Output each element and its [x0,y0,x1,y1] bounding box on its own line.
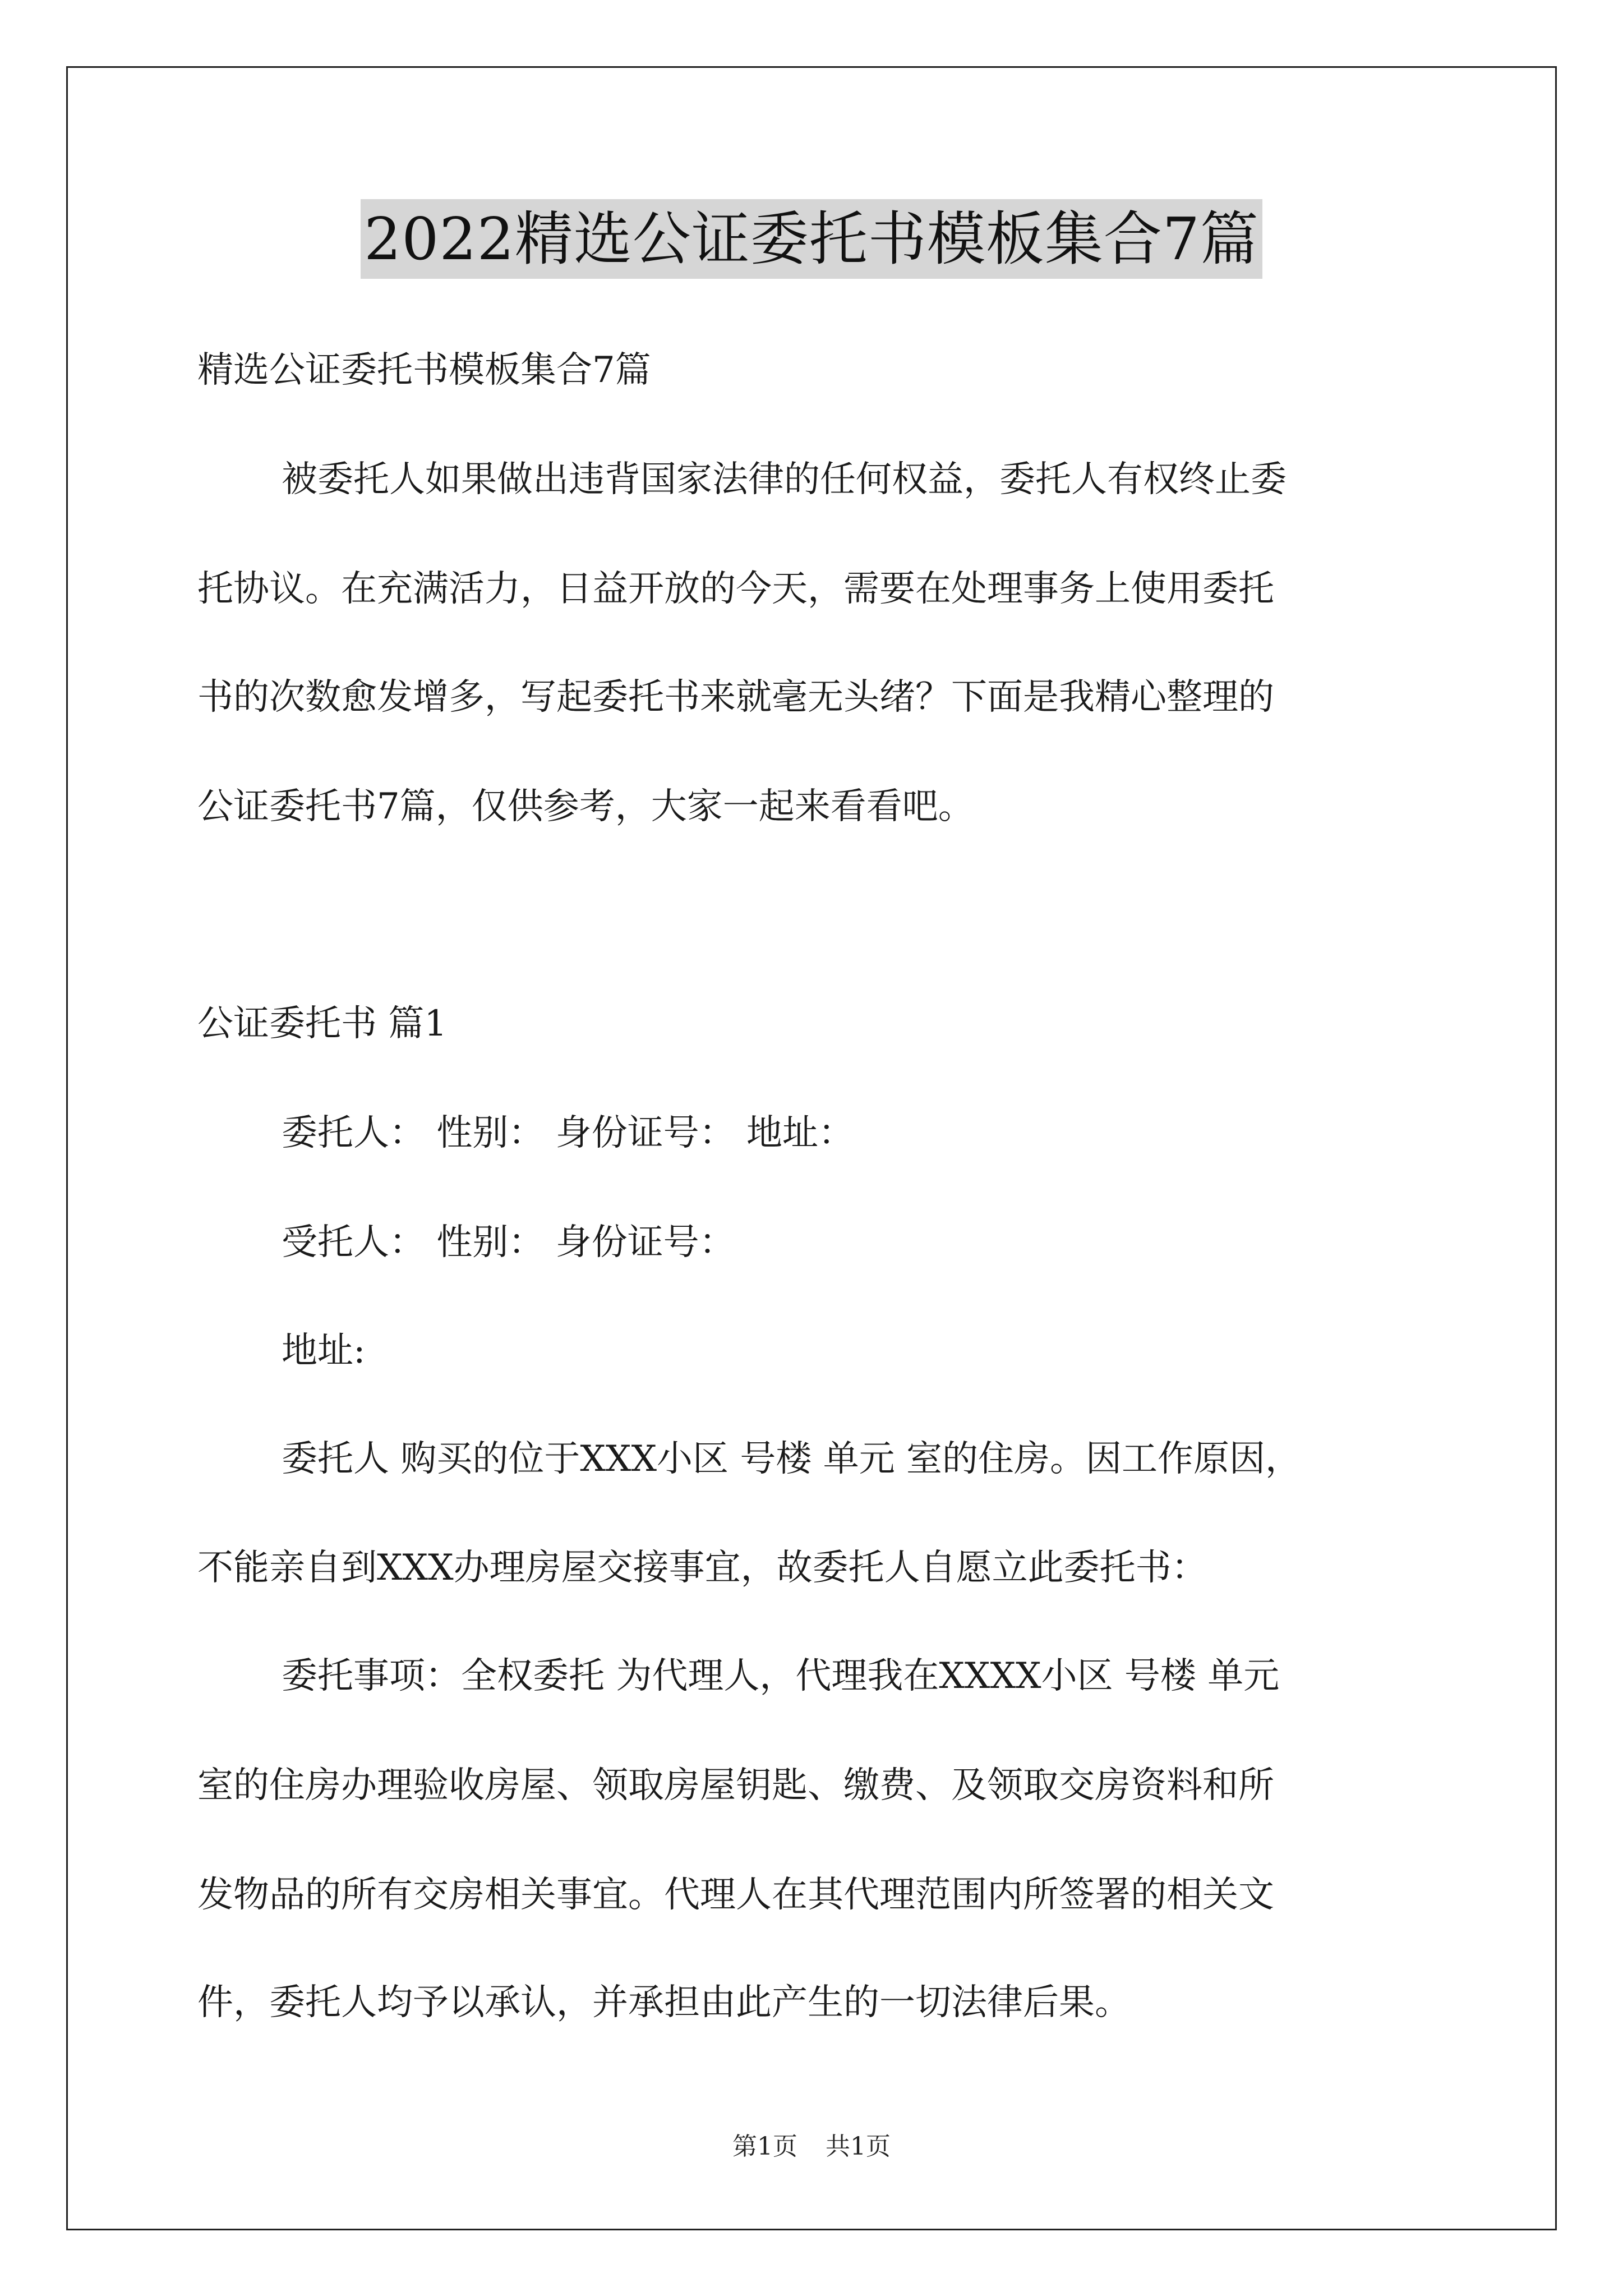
document-title: 2022精选公证委托书模板集合7篇 [361,199,1262,279]
principal-fields: 委托人： 性别： 身份证号： 地址： [282,1112,855,1154]
body-line-2: 不能亲自到XXX办理房屋交接事宜，故委托人自愿立此委托书： [197,1547,1207,1589]
page-footer [0,2126,1623,2162]
intro-line-2: 托协议。在充满活力，日益开放的今天，需要在处理事务上使用委托 [197,568,1274,610]
body-line-3: 委托事项：全权委托 为代理人，代理我在XXXX小区 号楼 单元 [282,1655,1280,1697]
body-line-4: 室的住房办理验收房屋、领取房屋钥匙、缴费、及领取交房资料和所 [197,1765,1274,1806]
body-line-5: 发物品的所有交房相关事宜。代理人在其代理范围内所签署的相关文 [197,1874,1274,1916]
agent-fields: 受托人： 性别： 身份证号： [282,1222,735,1263]
document-subtitle: 精选公证委托书模板集合7篇 [197,349,651,391]
title-container [0,199,1623,279]
body-line-6: 件，委托人均予以承认，并承担由此产生的一切法律后果。 [197,1982,1131,2023]
section-heading: 公证委托书 篇1 [197,1003,448,1045]
intro-line-3: 书的次数愈发增多，写起委托书来就毫无头绪？下面是我精心整理的 [197,677,1274,718]
intro-line-4: 公证委托书7篇，仅供参考，大家一起来看看吧。 [197,786,974,827]
page-number: 第1页 [732,2132,797,2161]
body-line-1: 委托人 购买的位于XXX小区 号楼 单元 室的住房。因工作原因， [282,1438,1302,1480]
address-field: 地址: [282,1330,366,1372]
intro-line-1: 被委托人如果做出违背国家法律的任何权益，委托人有权终止委 [282,459,1287,500]
page-total: 共1页 [826,2132,891,2161]
